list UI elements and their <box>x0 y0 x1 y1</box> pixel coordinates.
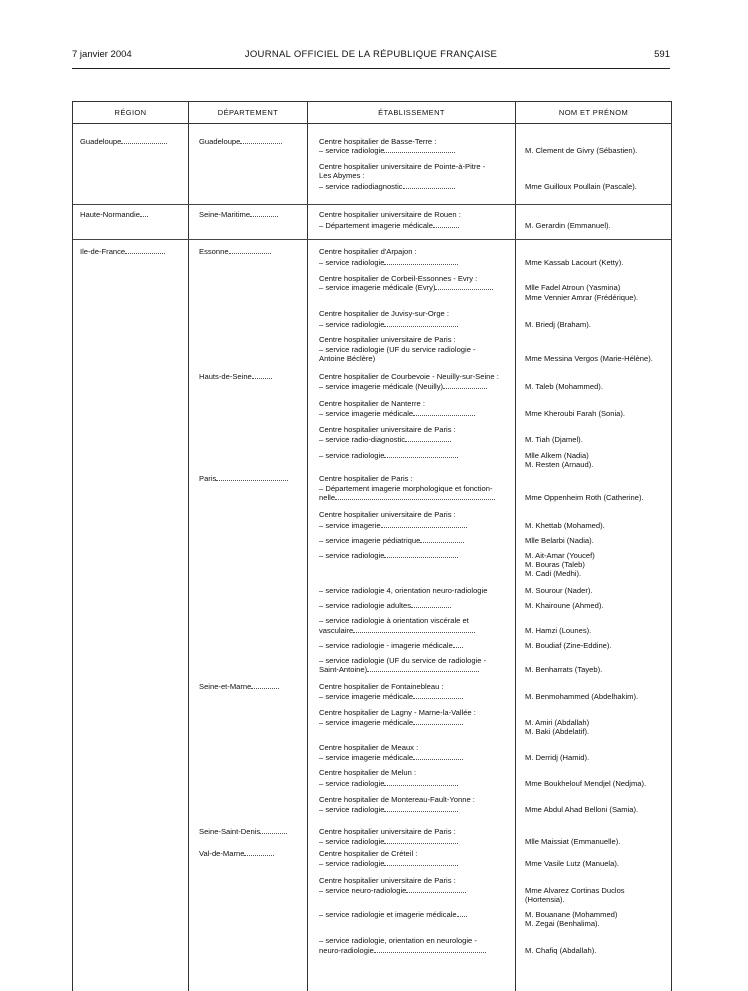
departement-cell: Essonne <box>199 247 271 257</box>
departement-cell: Seine-Maritime <box>199 210 278 220</box>
etablissement-line: – service imagerie pédiatrique <box>319 536 464 546</box>
nom-prenom-cell: Mme Boukhelouf Mendjel (Nedjma). <box>525 779 647 788</box>
etablissement-line: – service radiologie <box>319 451 458 461</box>
nom-prenom-cell: M. Taleb (Mohammed). <box>525 382 603 391</box>
nom-prenom-cell: M. Sourour (Nader). <box>525 586 593 595</box>
column-divider <box>188 102 189 991</box>
nom-prenom-cell: M. Cadi (Medhi). <box>525 569 582 578</box>
nom-prenom-cell: M. Benharrats (Tayeb). <box>525 665 603 674</box>
nom-prenom-cell: Mme Vennier Amrar (Frédérique). <box>525 293 639 302</box>
nom-prenom-cell: M. Boudiaf (Zine-Eddine). <box>525 641 612 650</box>
etablissement-line: Centre hospitalier de Montereau-Fault-Yonne : <box>319 795 475 804</box>
nom-prenom-cell: (Hortensia). <box>525 895 565 904</box>
column-header-departement: DÉPARTEMENT <box>217 108 279 117</box>
nom-prenom-cell: Mlle Belarbi (Nadia). <box>525 536 594 545</box>
etablissement-line: vasculaire <box>319 626 475 636</box>
column-header-nom: NOM ET PRÉNOM <box>558 108 629 117</box>
nom-prenom-cell: Mme Kheroubi Farah (Sonia). <box>525 409 626 418</box>
nom-prenom-cell: M. Resten (Arnaud). <box>525 460 594 469</box>
etablissement-line: nelle <box>319 493 495 503</box>
nom-prenom-cell: Mlle Alkem (Nadia) <box>525 451 589 460</box>
nom-prenom-cell: M. Tiah (Djamel). <box>525 435 583 444</box>
nom-prenom-cell: M. Amiri (Abdallah) <box>525 718 590 727</box>
etablissement-line: Centre hospitalier de Créteil : <box>319 849 418 858</box>
etablissement-line: – service imagerie <box>319 521 467 531</box>
etablissement-line: Centre hospitalier universitaire de Pointe-à-Pitre - <box>319 162 486 171</box>
nom-prenom-cell: Mme Oppenheim Roth (Catherine). <box>525 493 644 502</box>
departement-cell: Seine-et-Marne <box>199 682 279 692</box>
etablissement-line: – service radiologie <box>319 779 458 789</box>
issue-date: 7 janvier 2004 <box>72 49 132 60</box>
etablissement-line: Centre hospitalier de Juvisy-sur-Orge : <box>319 309 449 318</box>
column-header-region: RÉGION <box>114 108 147 117</box>
etablissement-line: Centre hospitalier de Fontainebleau : <box>319 682 444 691</box>
nom-prenom-cell: M. Khettab (Mohamed). <box>525 521 605 530</box>
etablissement-line: Centre hospitalier universitaire de Paris : <box>319 876 456 885</box>
etablissement-line: – Département imagerie médicale <box>319 221 459 231</box>
etablissement-line: Centre hospitalier universitaire de Paris : <box>319 425 456 434</box>
nom-prenom-cell: Mlle Maissiat (Emmanuelle). <box>525 837 621 846</box>
row-divider <box>73 204 671 205</box>
etablissement-line: – service imagerie médicale <box>319 692 463 702</box>
departement-cell: Val-de-Marne <box>199 849 274 859</box>
nom-prenom-cell: M. Hamzi (Lounes). <box>525 626 592 635</box>
nom-prenom-cell: Mme Abdul Ahad Belloni (Samia). <box>525 805 639 814</box>
page-number: 591 <box>654 49 670 60</box>
header-rule <box>72 68 670 69</box>
etablissement-line: – service radiologie <box>319 859 458 869</box>
nom-prenom-cell: Mme Guilloux Poullain (Pascale). <box>525 182 637 191</box>
etablissement-line: – Département imagerie morphologique et fonction- <box>319 484 493 493</box>
nom-prenom-cell: M. Chafiq (Abdallah). <box>525 946 597 955</box>
column-divider <box>307 102 308 991</box>
etablissement-line: – service radiologie <box>319 146 455 156</box>
etablissement-line: Centre hospitalier universitaire de Paris : <box>319 335 456 344</box>
etablissement-line: – service imagerie médicale <box>319 718 463 728</box>
etablissement-line: Centre hospitalier universitaire de Paris : <box>319 827 456 836</box>
row-divider <box>73 239 671 240</box>
etablissement-line: Centre hospitalier de Basse-Terre : <box>319 137 437 146</box>
etablissement-line: – service radiologie à orientation viscérale et <box>319 616 469 625</box>
etablissement-line: Centre hospitalier de Meaux : <box>319 743 419 752</box>
etablissement-line: – service imagerie médicale <box>319 409 475 419</box>
header-divider <box>73 123 671 124</box>
etablissement-line: Saint-Antoine) <box>319 665 479 675</box>
etablissement-line: – service radiologie 4, orientation neuro-radiologie <box>319 586 488 595</box>
etablissement-line: Centre hospitalier de Lagny - Marne-la-Vallée : <box>319 708 476 717</box>
etablissement-line: – service radiodiagnostic <box>319 182 455 192</box>
etablissement-line: – service radiologie <box>319 258 458 268</box>
nom-prenom-cell: M. Clement de Givry (Sébastien). <box>525 146 638 155</box>
etablissement-line: – service radiologie (UF du service radiologie - <box>319 345 476 354</box>
etablissement-line: Antoine Béclère) <box>319 354 376 363</box>
nom-prenom-cell: Mme Messina Vergos (Marie-Hélène). <box>525 354 653 363</box>
etablissement-line: Centre hospitalier d'Arpajon : <box>319 247 417 256</box>
nom-prenom-cell: Mlle Fadel Atroun (Yasmina) <box>525 283 621 292</box>
etablissement-line: Centre hospitalier universitaire de Paris : <box>319 510 456 519</box>
etablissement-line: – service imagerie médicale <box>319 753 463 763</box>
etablissement-line: – service radiologie <box>319 805 458 815</box>
nom-prenom-cell: M. Derridj (Hamid). <box>525 753 590 762</box>
etablissement-line: neuro-radiologie <box>319 946 486 956</box>
etablissement-line: – service neuro-radiologie <box>319 886 466 896</box>
etablissement-line: – service radiologie et imagerie médicale <box>319 910 467 920</box>
region-cell: Haute-Normandie <box>80 210 148 220</box>
etablissement-line: Centre hospitalier de Corbeil-Essonnes - Evry : <box>319 274 478 283</box>
etablissement-line: – service radiologie (UF du service de radiologie - <box>319 656 487 665</box>
etablissement-line: – service radiologie, orientation en neurologie - <box>319 936 477 945</box>
etablissement-line: – service imagerie médicale (Evry) <box>319 283 493 293</box>
etablissement-line: – service radio-diagnostic <box>319 435 451 445</box>
nom-prenom-cell: Mme Alvarez Cortinas Duclos <box>525 886 625 895</box>
etablissement-line: – service radiologie <box>319 837 458 847</box>
etablissement-line: Centre hospitalier universitaire de Rouen : <box>319 210 461 219</box>
nom-prenom-cell: M. Ait-Amar (Youcef) <box>525 551 595 560</box>
departement-cell: Seine-Saint-Denis <box>199 827 287 837</box>
nom-prenom-cell: Mme Kassab Lacourt (Ketty). <box>525 258 624 267</box>
etablissement-line: – service radiologie adultes <box>319 601 451 611</box>
appointments-table <box>72 101 672 991</box>
etablissement-line: Centre hospitalier de Nanterre : <box>319 399 425 408</box>
nom-prenom-cell: Mme Vasile Lutz (Manuela). <box>525 859 619 868</box>
page-header <box>72 49 670 63</box>
column-header-etablissement: ÉTABLISSEMENT <box>378 108 445 117</box>
etablissement-line: Centre hospitalier de Paris : <box>319 474 413 483</box>
nom-prenom-cell: M. Benmohammed (Abdelhakim). <box>525 692 639 701</box>
departement-cell: Guadeloupe <box>199 137 282 147</box>
etablissement-line: Centre hospitalier de Melun : <box>319 768 417 777</box>
nom-prenom-cell: M. Gerardin (Emmanuel). <box>525 221 611 230</box>
departement-cell: Hauts-de-Seine <box>199 372 272 382</box>
etablissement-line: – service imagerie médicale (Neuilly) <box>319 382 487 392</box>
nom-prenom-cell: M. Khairoune (Ahmed). <box>525 601 604 610</box>
region-cell: Ile-de-France <box>80 247 165 257</box>
nom-prenom-cell: M. Zegai (Benhalima). <box>525 919 600 928</box>
departement-cell: Paris <box>199 474 288 484</box>
nom-prenom-cell: M. Bouras (Taleb) <box>525 560 585 569</box>
nom-prenom-cell: M. Bouanane (Mohammed) <box>525 910 618 919</box>
nom-prenom-cell: M. Baki (Abdelatif). <box>525 727 590 736</box>
region-cell: Guadeloupe <box>80 137 167 147</box>
etablissement-line: – service radiologie - imagerie médicale <box>319 641 463 651</box>
etablissement-line: – service radiologie <box>319 551 458 561</box>
etablissement-line: – service radiologie <box>319 320 458 330</box>
etablissement-line: Les Abymes : <box>319 171 365 180</box>
nom-prenom-cell: M. Briedj (Braham). <box>525 320 591 329</box>
etablissement-line: Centre hospitalier de Courbevoie - Neuilly-sur-Seine : <box>319 372 499 381</box>
journal-title: JOURNAL OFFICIEL DE LA RÉPUBLIQUE FRANÇAISE <box>244 49 498 60</box>
column-divider <box>515 102 516 991</box>
